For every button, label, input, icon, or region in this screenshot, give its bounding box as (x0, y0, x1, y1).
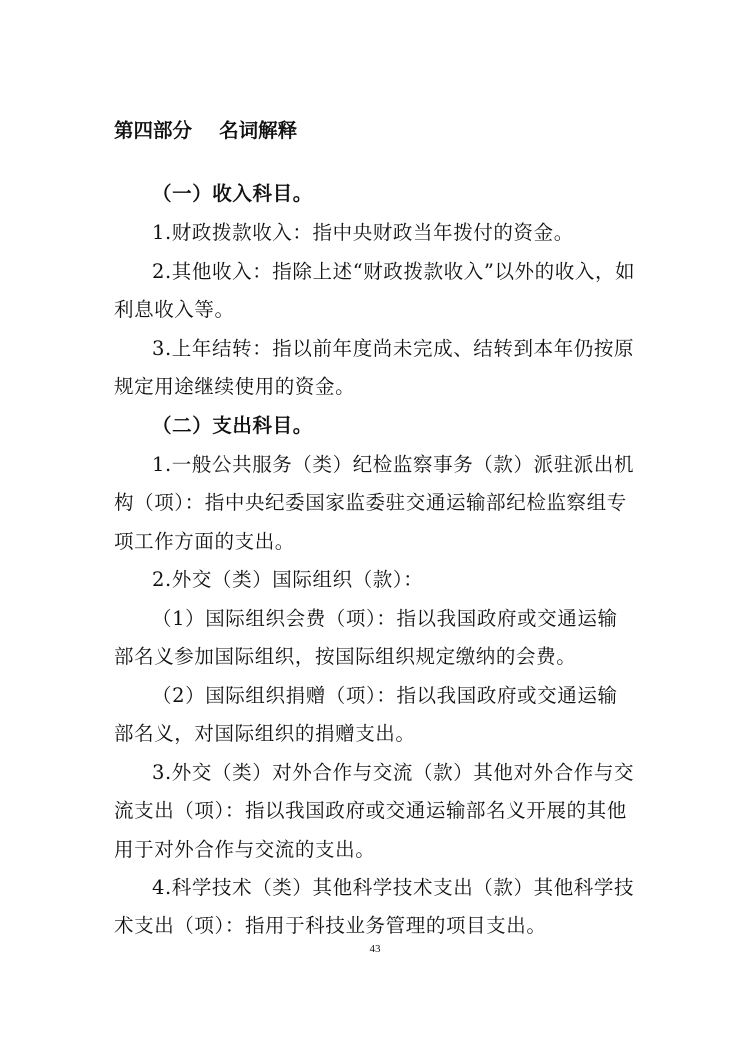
paragraph-line: （2）国际组织捐赠（项）：指以我国政府或交通运输 (152, 684, 618, 707)
paragraph-line: 项工作方面的支出。 (114, 530, 295, 553)
paragraph-line: （1）国际组织会费（项）：指以我国政府或交通运输 (152, 607, 618, 630)
paragraph-line: 规定用途继续使用的资金。 (114, 375, 356, 398)
section-title: 第四部分 名词解释 (114, 119, 298, 142)
paragraph-line: 1.财政拨款收入：指中央财政当年拨付的资金。 (152, 221, 574, 244)
paragraph-line: 术支出（项）：指用于科技业务管理的项目支出。 (114, 914, 547, 937)
paragraph-line: 2.外交（类）国际组织（款）： (152, 568, 424, 591)
subsection-heading-income: （一）收入科目。 (152, 182, 313, 205)
paragraph-line: 4.科学技术（类）其他科学技术支出（款）其他科学技 (152, 876, 635, 899)
paragraph-line: 利息收入等。 (114, 298, 235, 321)
paragraph-line: 1.一般公共服务（类）纪检监察事务（款）派驻派出机 (152, 453, 635, 476)
paragraph-line: 部名义，对国际组织的捐赠支出。 (114, 722, 416, 745)
paragraph-line: 部名义参加国际组织，按国际组织规定缴纳的会费。 (114, 645, 577, 668)
subsection-heading-expenditure: （二）支出科目。 (152, 414, 313, 437)
paragraph-line: 用于对外合作与交流的支出。 (114, 838, 376, 861)
paragraph-line: 2.其他收入：指除上述“财政拨款收入”以外的收入，如 (152, 260, 636, 283)
paragraph-line: 3.外交（类）对外合作与交流（款）其他对外合作与交 (152, 761, 635, 784)
paragraph-line: 流支出（项）：指以我国政府或交通运输部名义开展的其他 (114, 799, 627, 822)
paragraph-line: 3.上年结转：指以前年度尚未完成、结转到本年仍按原 (152, 337, 635, 360)
page-number: 43 (369, 943, 381, 955)
paragraph-line: 构（项）：指中央纪委国家监委驻交通运输部纪检监察组专 (114, 491, 627, 514)
